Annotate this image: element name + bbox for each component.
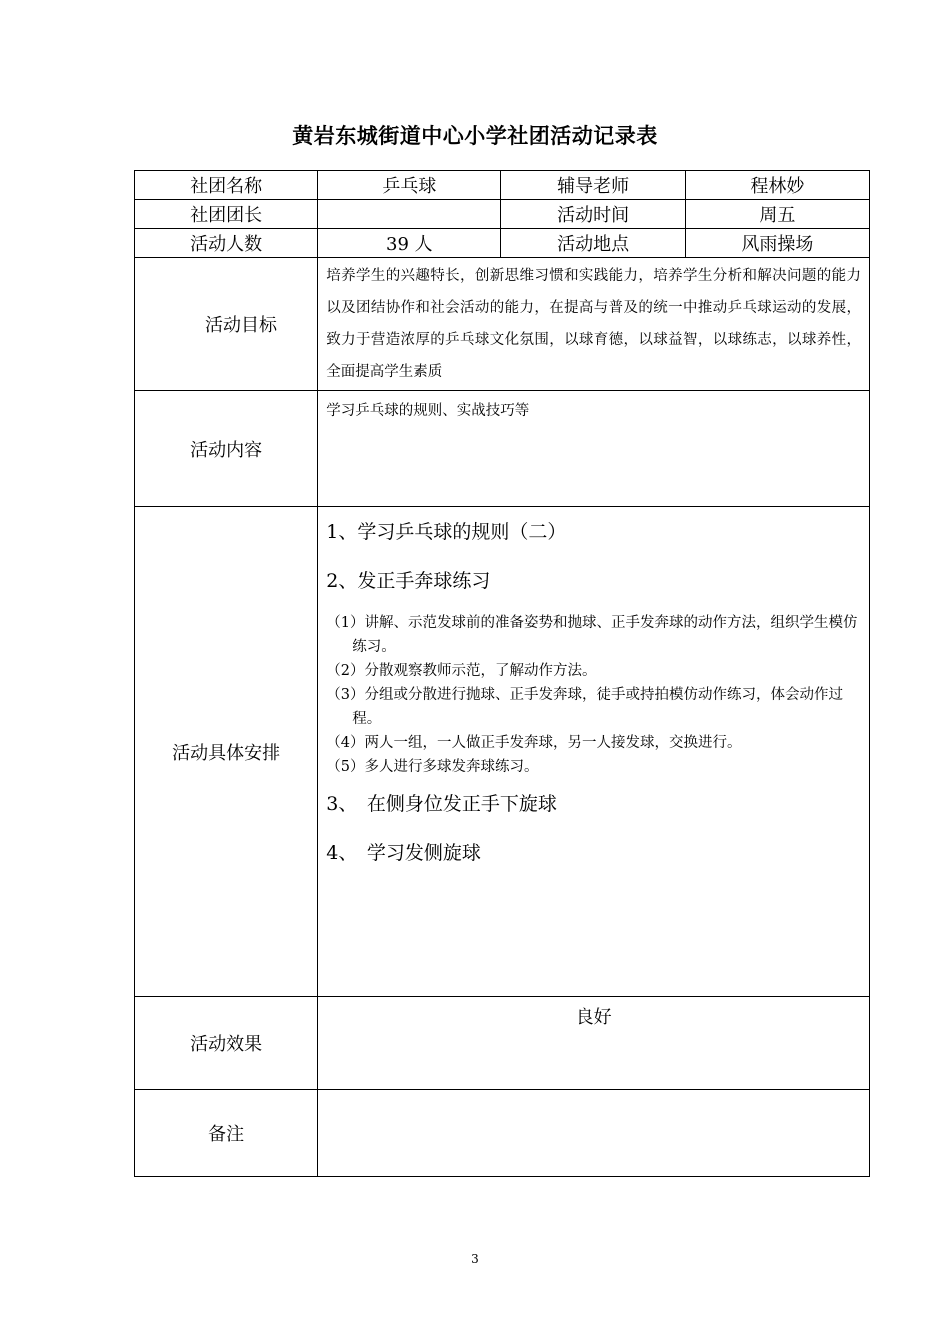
table-row [135,229,870,258]
table-row [135,997,870,1090]
effect-label: 活动效果 [135,997,318,1090]
table-row [135,258,870,391]
content-text: 学习乒乓球的规则、实战技巧等 [318,391,870,507]
note-label: 备注 [135,1090,318,1177]
arrangement-cell [318,507,870,997]
time-label: 活动时间 [501,200,685,229]
table-row [135,1090,870,1177]
count-label: 活动人数 [135,229,318,258]
table-row [135,171,870,200]
location-value: 风雨操场 [685,229,869,258]
table-row [135,200,870,229]
arrangement-label: 活动具体安排 [135,507,318,997]
arrangement-step: （1）讲解、示范发球前的准备姿势和抛球、正手发奔球的动作方法，组织学生模仿练习。 [326,615,858,655]
arrangement-item-3: 3、 在侧身位发正手下旋球 [326,793,557,815]
activity-record-table [134,170,870,1177]
arrangement-step: （4）两人一组，一人做正手发奔球，另一人接发球，交换进行。 [326,735,742,751]
table-row [135,391,870,507]
page-title: 黄岩东城街道中心小学社团活动记录表 [292,124,658,148]
table-row [135,507,870,997]
arrangement-item-2: 2、发正手奔球练习 [326,570,491,592]
content-label: 活动内容 [135,391,318,507]
arrangement-step: （3）分组或分散进行抛球、正手发奔球，徒手或持拍模仿动作练习，体会动作过程。 [326,687,843,727]
teacher-value: 程林妙 [685,171,869,200]
note-value [318,1090,870,1177]
club-name-label: 社团名称 [135,171,318,200]
time-value: 周五 [685,200,869,229]
arrangement-item-1: 1、学习乒乓球的规则（二） [326,521,567,543]
arrangement-item-4: 4、 学习发侧旋球 [326,842,481,864]
count-value: 39 人 [318,229,501,258]
goal-text: 培养学生的兴趣特长，创新思维习惯和实践能力，培养学生分析和解决问题的能力以及团结协作和社会活动的能力，在提高与普及的统一中推动乒乓球运动的发展，致力于营造浓厚的乒乓球文化氛围，以球育德，以球益智，以球练志，以球养性，全面提高学生素质 [318,258,870,391]
arrangement-steps [326,611,861,779]
page-number: 3 [471,1252,479,1266]
club-name-value: 乒乓球 [318,171,501,200]
goal-label: 活动目标 [135,258,318,391]
teacher-label: 辅导老师 [501,171,685,200]
effect-value: 良好 [318,997,870,1090]
location-label: 活动地点 [501,229,685,258]
leader-value [318,200,501,229]
arrangement-step: （2）分散观察教师示范，了解动作方法。 [326,663,597,679]
leader-label: 社团团长 [135,200,318,229]
arrangement-step: （5）多人进行多球发奔球练习。 [326,759,539,775]
